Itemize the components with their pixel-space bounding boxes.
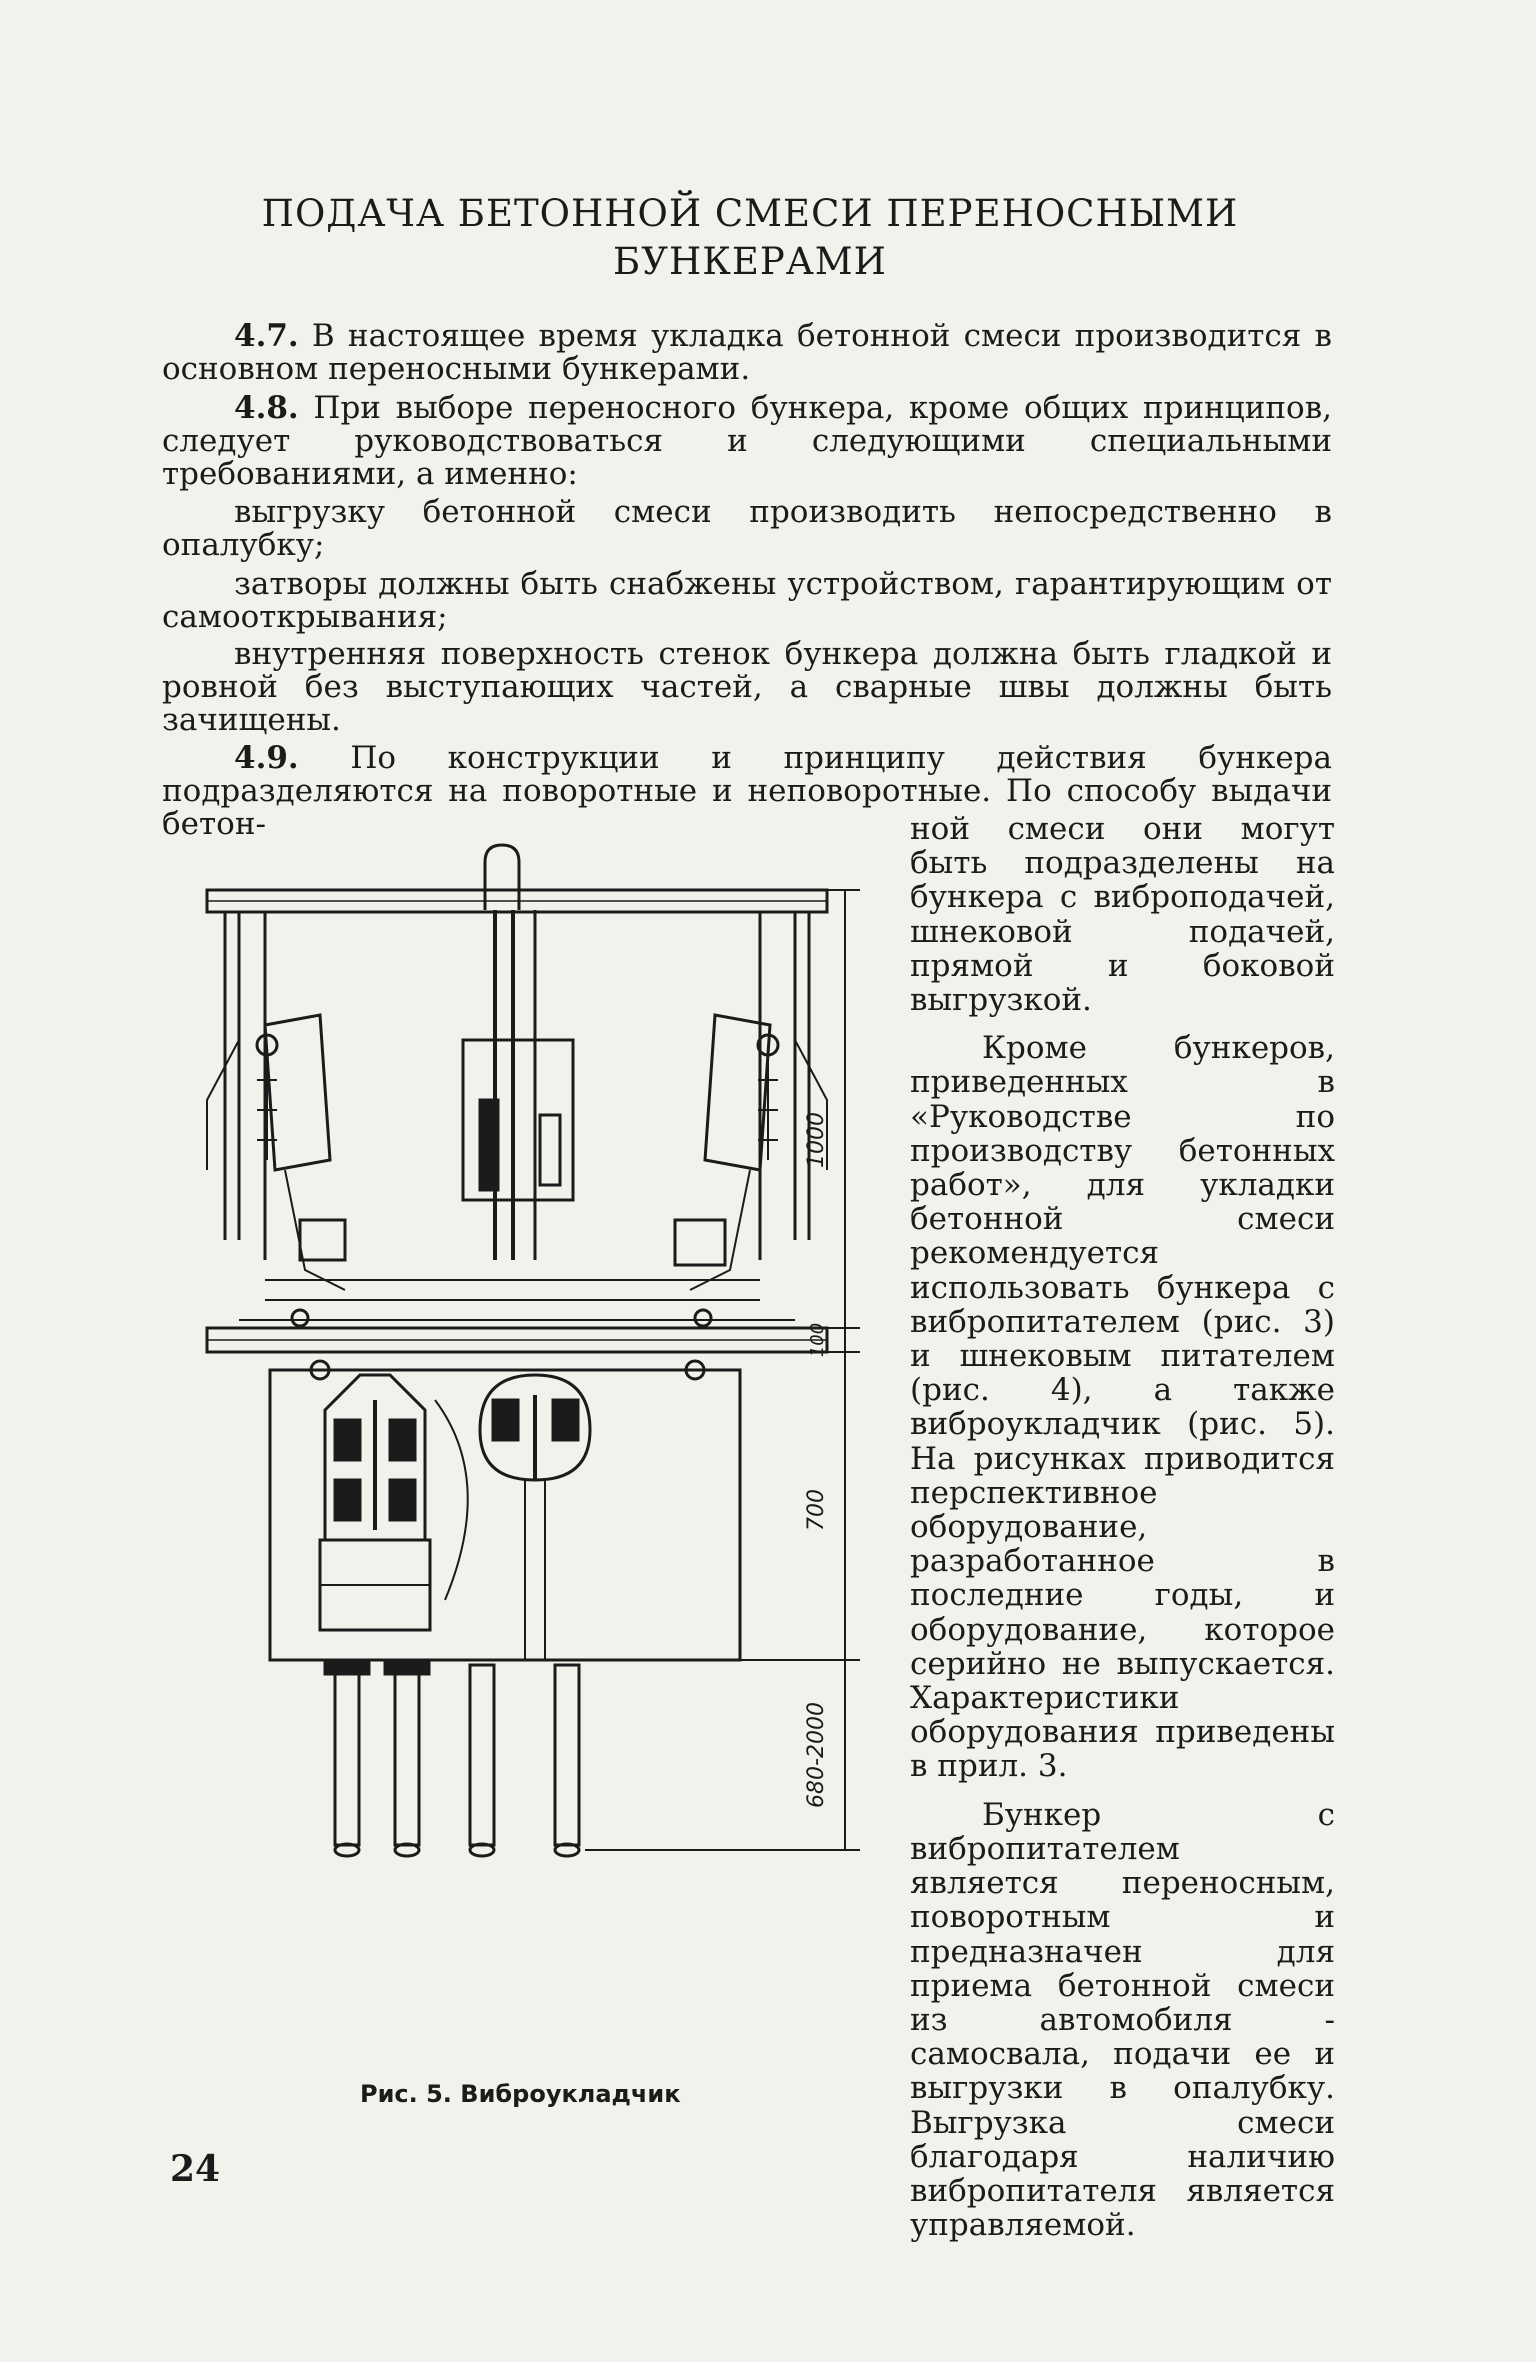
title-line-2: БУНКЕРАМИ (613, 240, 887, 283)
dimension-700: 700 (804, 1489, 829, 1531)
vibroplacer-drawing (195, 840, 875, 2030)
paragraph-text: При выборе переносного бункера, кроме общих принципов, следует руководствоваться и следующими специальными требованиями, а именно: (162, 390, 1332, 492)
paragraph-4-7 (162, 320, 1332, 386)
requirement-3: внутренняя поверхность стенок бункера должна быть гладкой и ровной без выступающих частей, а сварные швы должны быть зачищены. (162, 636, 1332, 738)
page-number: 24 (170, 2148, 221, 2190)
right-col-para-3: Бункер с вибропитателем является переносным, поворотным и предназначен для приема бетонной смеси из автомобиля - самосвала, подачи ее и выгрузки в опалубку. Выгрузка смеси благодаря наличию вибропитателя является управляемой. (910, 1796, 1335, 2244)
central-gate (463, 1040, 573, 1200)
dimension-100: 100 (807, 1322, 828, 1358)
dimension-680-2000: 680-2000 (804, 1702, 829, 1808)
paragraph-text: В настоящее время укладка бетонной смеси производится в основном переносными бункерами. (162, 318, 1332, 387)
title-line-1: ПОДАЧА БЕТОННОЙ СМЕСИ ПЕРЕНОСНЫМИ (261, 192, 1239, 235)
paragraph-text: По конструкции и принципу действия бункера подразделяются на поворотные и неповоротные. По способу выдачи бетон- (162, 740, 1332, 842)
paragraph-number: 4.8. (234, 390, 299, 426)
paragraph-number: 4.7. (234, 318, 299, 354)
right-column-text (910, 812, 1335, 2242)
vibrator-housing (270, 1361, 740, 1660)
requirement-1: выгрузку бетонной смеси производить непосредственно в опалубку; (162, 494, 1332, 563)
dimension-1000: 1000 (804, 1112, 829, 1168)
top-frame (207, 890, 827, 1260)
figure-caption: Рис. 5. Виброукладчик (360, 2080, 681, 2108)
paragraph-number: 4.9. (234, 740, 299, 776)
paragraph-4-8 (162, 392, 1332, 491)
requirement-2: затворы должны быть снабжены устройством, гарантирующим от самооткрывания; (162, 566, 1332, 635)
right-col-para-1: ной смеси они могут быть подразделены на бункера с виброподачей, шнековой подачей, прямой и боковой выгрузкой. (910, 811, 1335, 1019)
page-title (160, 190, 1340, 286)
vibro-needles (325, 1660, 579, 1856)
right-col-para-2: Кроме бункеров, приведенных в «Руководстве по производству бетонных работ», для укладки бетонной смеси рекомендуется использовать бункера с вибропитателем (рис. 3) и шнековым питателем (рис. 4), а также виброукладчик (рис. 5). На рисунках приводится перспективное оборудование, разработанное в последние годы, и оборудование, которое серийно не выпускается. Характеристики оборудования приведены в прил. 3. (910, 1030, 1335, 1785)
bottom-tray (207, 1280, 827, 1352)
lifting-hook (485, 845, 535, 1260)
